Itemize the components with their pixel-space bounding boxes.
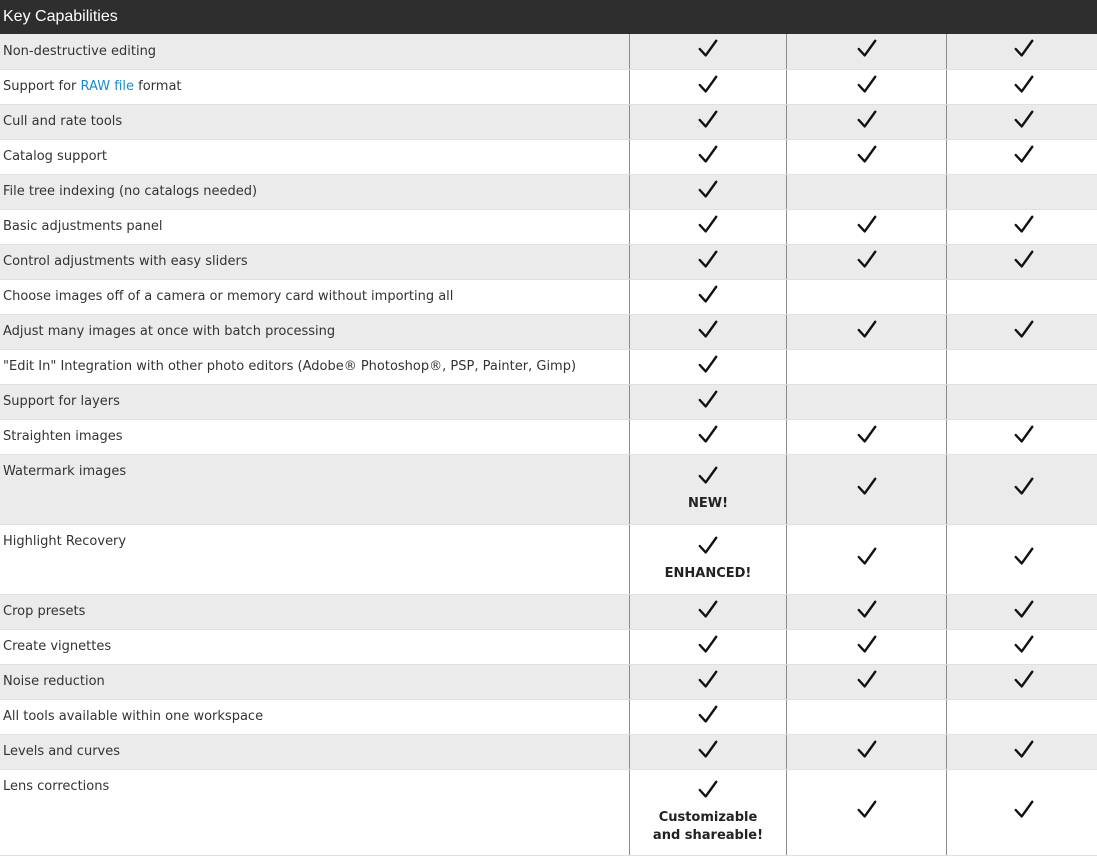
check-icon (697, 739, 719, 761)
edition-3-cell (947, 454, 1097, 524)
check-icon (697, 704, 719, 726)
table-row (0, 34, 1097, 69)
table-row (0, 104, 1097, 139)
check-icon (1013, 319, 1035, 341)
edition-1-cell (630, 349, 787, 384)
check-icon (856, 319, 878, 341)
feature-label: Non-destructive editing (0, 34, 630, 69)
check-icon (856, 109, 878, 131)
check-icon (697, 319, 719, 341)
feature-label: Straighten images (0, 419, 630, 454)
edition-1-cell (630, 664, 787, 699)
check-icon (697, 424, 719, 446)
edition-1-cell (630, 139, 787, 174)
edition-1-cell (630, 279, 787, 314)
edition-2-cell (787, 174, 947, 209)
edition-3-cell (947, 629, 1097, 664)
edition-3-cell (947, 419, 1097, 454)
check-icon (697, 109, 719, 131)
edition-3-cell (947, 174, 1097, 209)
feature-label: Choose images off of a camera or memory card without importing all (0, 279, 630, 314)
check-icon (697, 599, 719, 621)
edition-1-cell (630, 594, 787, 629)
check-icon (1013, 599, 1035, 621)
raw-file-link[interactable]: RAW file (81, 79, 134, 94)
edition-2-cell (787, 69, 947, 104)
table-row (0, 244, 1097, 279)
edition-3-cell (947, 664, 1097, 699)
edition-3-cell (947, 69, 1097, 104)
edition-1-cell (630, 209, 787, 244)
edition-1-cell (630, 104, 787, 139)
table-row (0, 524, 1097, 594)
edition-2-cell (787, 139, 947, 174)
feature-note: NEW! (630, 495, 786, 513)
check-icon (1013, 74, 1035, 96)
table-row (0, 454, 1097, 524)
table-row (0, 174, 1097, 209)
feature-label: "Edit In" Integration with other photo editors (Adobe® Photoshop®, PSP, Painter, Gimp) (0, 349, 630, 384)
edition-2-cell (787, 209, 947, 244)
feature-note: Customizable and shareable! (630, 809, 786, 845)
edition-2-cell (787, 314, 947, 349)
edition-2-cell (787, 279, 947, 314)
edition-1-cell (630, 419, 787, 454)
feature-label: All tools available within one workspace (0, 699, 630, 734)
edition-3-cell (947, 349, 1097, 384)
edition-2-cell (787, 104, 947, 139)
check-icon (856, 739, 878, 761)
check-icon (697, 179, 719, 201)
table-row (0, 69, 1097, 104)
feature-label: File tree indexing (no catalogs needed) (0, 174, 630, 209)
header-title: Key Capabilities (3, 8, 118, 26)
check-icon (697, 634, 719, 656)
edition-3-cell (947, 594, 1097, 629)
edition-1-cell (630, 384, 787, 419)
check-icon (697, 535, 719, 557)
edition-2-cell (787, 664, 947, 699)
edition-3-cell (947, 139, 1097, 174)
check-icon (697, 144, 719, 166)
feature-label: Crop presets (0, 594, 630, 629)
check-icon (1013, 214, 1035, 236)
check-icon (1013, 109, 1035, 131)
edition-3-cell (947, 104, 1097, 139)
edition-3-cell (947, 209, 1097, 244)
check-icon (697, 249, 719, 271)
check-icon (856, 599, 878, 621)
edition-2-cell (787, 34, 947, 69)
table-row (0, 629, 1097, 664)
check-icon (697, 214, 719, 236)
check-icon (1013, 38, 1035, 60)
check-icon (697, 74, 719, 96)
table-row (0, 594, 1097, 629)
table-row (0, 279, 1097, 314)
edition-2-cell (787, 734, 947, 769)
edition-1-cell (630, 174, 787, 209)
edition-2-cell (787, 769, 947, 855)
feature-label: Basic adjustments panel (0, 209, 630, 244)
edition-1-cell (630, 769, 787, 855)
check-icon (697, 38, 719, 60)
check-icon (856, 546, 878, 568)
edition-1-cell (630, 69, 787, 104)
edition-3-cell (947, 314, 1097, 349)
feature-label: Create vignettes (0, 629, 630, 664)
check-icon (697, 354, 719, 376)
table-row (0, 769, 1097, 855)
edition-1-cell (630, 734, 787, 769)
edition-1-cell (630, 244, 787, 279)
edition-2-cell (787, 384, 947, 419)
feature-label: Highlight Recovery (0, 524, 630, 594)
feature-note: ENHANCED! (630, 565, 786, 583)
feature-label: Adjust many images at once with batch processing (0, 314, 630, 349)
check-icon (856, 249, 878, 271)
check-icon (856, 214, 878, 236)
feature-label: Control adjustments with easy sliders (0, 244, 630, 279)
feature-label: Support for layers (0, 384, 630, 419)
edition-3-cell (947, 34, 1097, 69)
edition-3-cell (947, 279, 1097, 314)
edition-1-cell (630, 34, 787, 69)
table-row (0, 699, 1097, 734)
feature-label (0, 69, 630, 104)
table-row (0, 734, 1097, 769)
table-row (0, 314, 1097, 349)
table-row (0, 384, 1097, 419)
edition-2-cell (787, 349, 947, 384)
check-icon (1013, 669, 1035, 691)
edition-1-cell (630, 699, 787, 734)
check-icon (856, 669, 878, 691)
check-icon (856, 144, 878, 166)
edition-2-cell (787, 594, 947, 629)
edition-3-cell (947, 769, 1097, 855)
edition-1-cell (630, 314, 787, 349)
table-row (0, 139, 1097, 174)
feature-label: Levels and curves (0, 734, 630, 769)
table-row (0, 209, 1097, 244)
check-icon (856, 38, 878, 60)
table-row (0, 349, 1097, 384)
check-icon (856, 799, 878, 821)
check-icon (1013, 249, 1035, 271)
edition-1-cell (630, 524, 787, 594)
feature-label: Catalog support (0, 139, 630, 174)
check-icon (856, 74, 878, 96)
feature-text: format (134, 79, 182, 94)
check-icon (697, 779, 719, 801)
check-icon (1013, 424, 1035, 446)
table-row (0, 664, 1097, 699)
edition-1-cell (630, 454, 787, 524)
check-icon (697, 465, 719, 487)
feature-label: Noise reduction (0, 664, 630, 699)
capabilities-table (0, 34, 1097, 856)
edition-2-cell (787, 244, 947, 279)
feature-label: Lens corrections (0, 769, 630, 855)
edition-2-cell (787, 524, 947, 594)
check-icon (856, 476, 878, 498)
check-icon (1013, 546, 1035, 568)
check-icon (697, 389, 719, 411)
check-icon (1013, 144, 1035, 166)
edition-2-cell (787, 419, 947, 454)
table-header (0, 0, 1097, 34)
edition-3-cell (947, 699, 1097, 734)
check-icon (697, 284, 719, 306)
edition-2-cell (787, 699, 947, 734)
edition-2-cell (787, 454, 947, 524)
edition-3-cell (947, 524, 1097, 594)
check-icon (1013, 476, 1035, 498)
table-row (0, 419, 1097, 454)
check-icon (697, 669, 719, 691)
edition-3-cell (947, 384, 1097, 419)
feature-label: Watermark images (0, 454, 630, 524)
check-icon (856, 634, 878, 656)
edition-3-cell (947, 734, 1097, 769)
feature-text: Support for (3, 79, 81, 94)
edition-1-cell (630, 629, 787, 664)
edition-2-cell (787, 629, 947, 664)
check-icon (1013, 739, 1035, 761)
check-icon (1013, 799, 1035, 821)
feature-label: Cull and rate tools (0, 104, 630, 139)
check-icon (856, 424, 878, 446)
check-icon (1013, 634, 1035, 656)
edition-3-cell (947, 244, 1097, 279)
